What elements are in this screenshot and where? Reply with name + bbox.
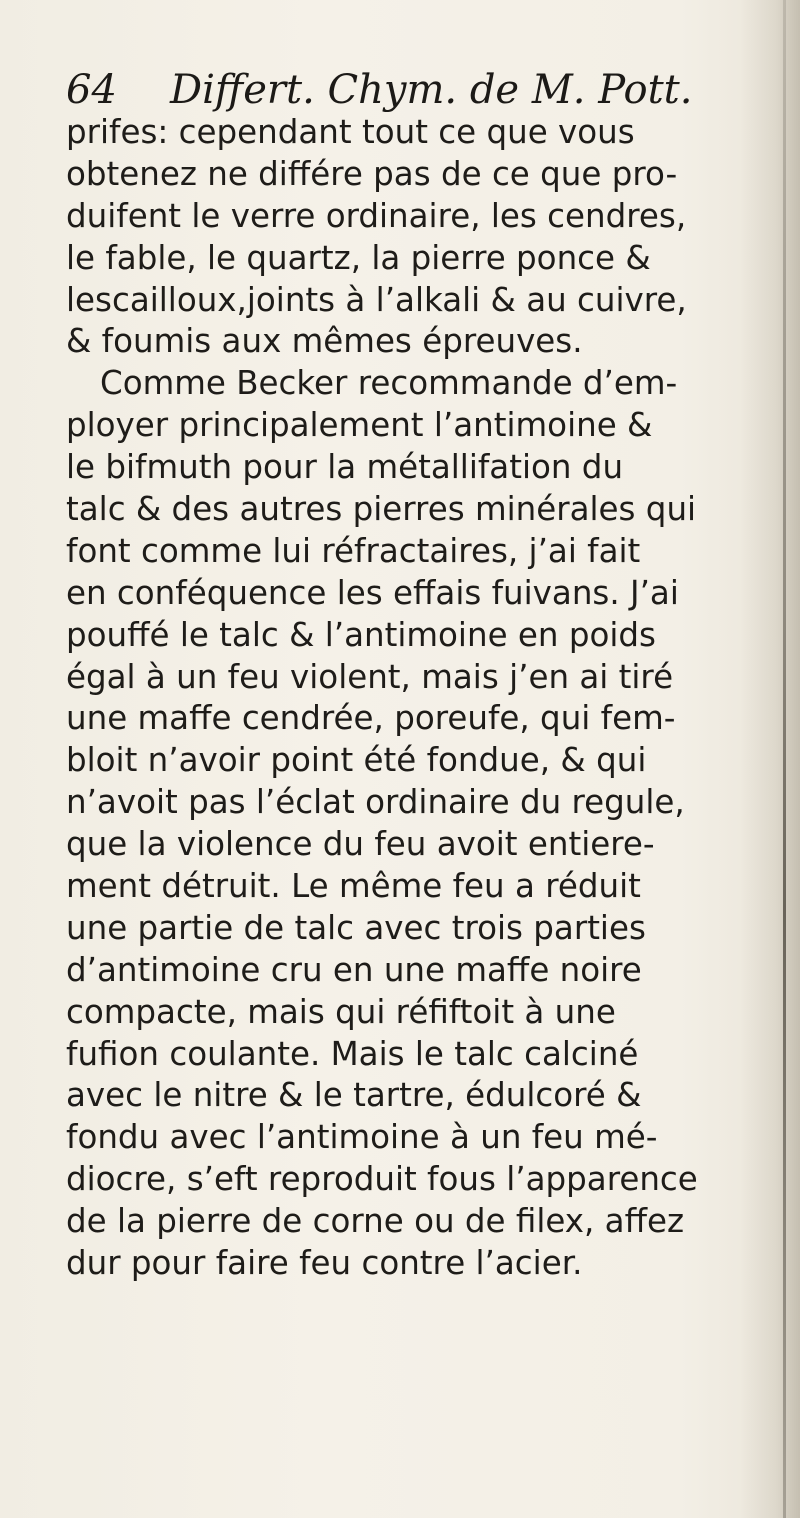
text-line: n’avoit pas l’éclat ordinaire du regule, <box>66 783 685 822</box>
text-line: en conféquence les effais fuivans. J’ai <box>66 573 679 612</box>
page-number: 64 <box>66 67 117 113</box>
text-line: le fable, le quartz, la pierre ponce & <box>66 238 651 277</box>
text-line: fufion coulante. Mais le talc calciné <box>66 1034 639 1073</box>
text-line: duifent le verre ordinaire, les cendres, <box>66 196 687 235</box>
text-line: Comme Becker recommande d’em- <box>100 364 678 403</box>
text-line: dur pour faire feu contre l’acier. <box>66 1244 583 1283</box>
body-text <box>66 112 756 1285</box>
text-line: de la pierre de corne ou de filex, affez <box>66 1202 685 1241</box>
text-line: lescailloux,joints à l’alkali & au cuivre, <box>66 280 687 319</box>
text-line: diocre, s’eft reproduit fous l’apparence <box>66 1160 698 1199</box>
text-line: ment détruit. Le même feu a réduit <box>66 867 641 906</box>
text-line: une maffe cendrée, poreufe, qui fem- <box>66 699 676 738</box>
text-line: obtenez ne différe pas de ce que pro- <box>66 154 678 193</box>
text-line: avec le nitre & le tartre, édulcoré & <box>66 1076 642 1115</box>
text-line: & foumis aux mêmes épreuves. <box>66 322 583 361</box>
running-head: Differt. Chym. de M. Pott. <box>170 67 693 113</box>
text-line: égal à un feu violent, mais j’en ai tiré <box>66 657 674 696</box>
text-line: talc & des autres pierres minérales qui <box>66 490 697 529</box>
text-line: une partie de talc avec trois parties <box>66 908 646 947</box>
text-line: compacte, mais qui réfiftoit à une <box>66 992 616 1031</box>
text-line: bloit n’avoir point été fondue, & qui <box>66 741 647 780</box>
page-edge <box>783 0 786 1518</box>
text-line: prifes: cependant tout ce que vous <box>66 113 635 151</box>
page-header <box>66 62 706 118</box>
text-line: que la violence du feu avoit entiere- <box>66 825 655 864</box>
text-line: font comme lui réfractaires, j’ai fait <box>66 531 641 570</box>
text-line: d’antimoine cru en une maffe noire <box>66 950 642 989</box>
text-line: fondu avec l’antimoine à un feu mé- <box>66 1118 658 1157</box>
text-line: pouffé le talc & l’antimoine en poids <box>66 615 656 654</box>
text-line: ployer principalement l’antimoine & <box>66 406 653 445</box>
text-line: le bifmuth pour la métallifation du <box>66 448 624 487</box>
